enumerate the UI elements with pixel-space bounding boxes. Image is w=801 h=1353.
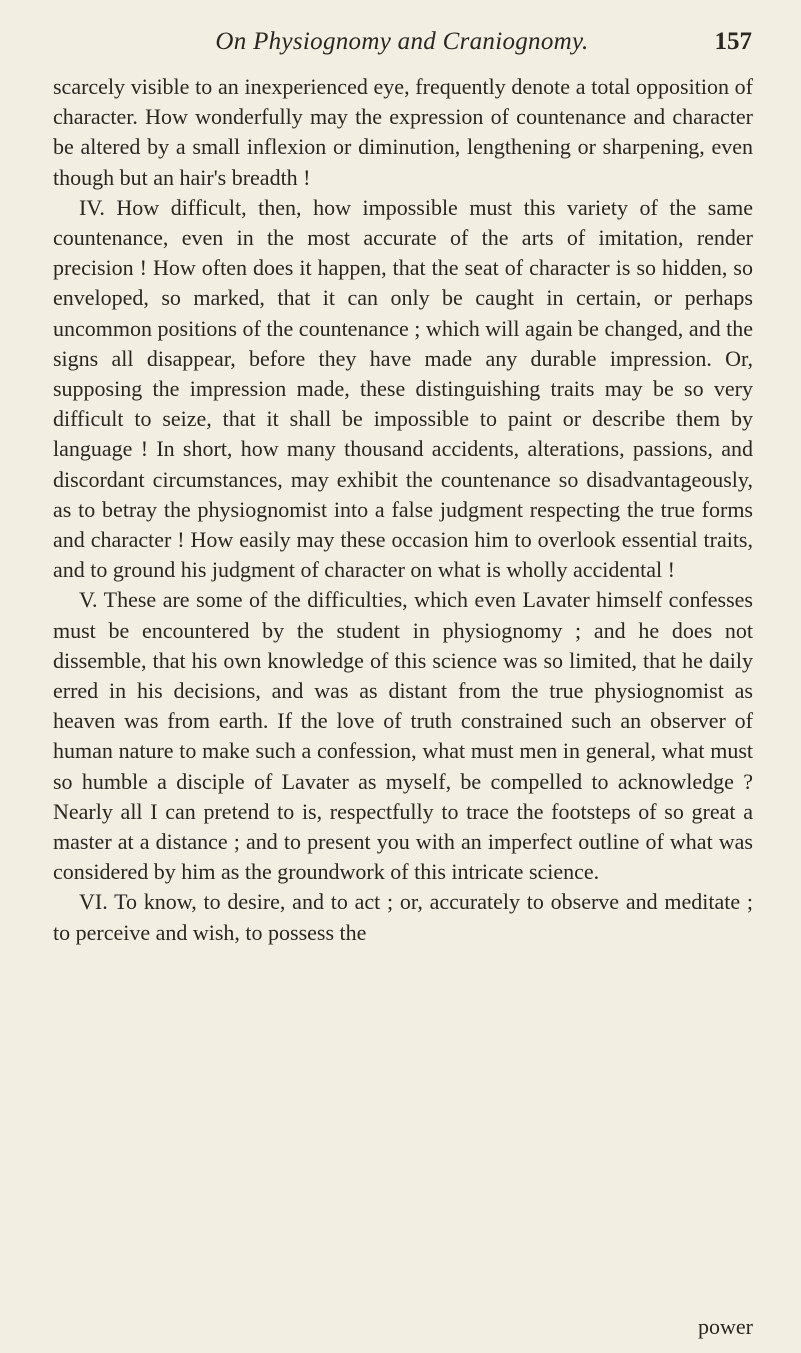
running-head	[52, 28, 752, 64]
catchword: power	[698, 1314, 753, 1339]
paragraph-continuation: scarcely visible to an inexperienced eye, frequently denote a total opposition of character. How wonderfully may the expression of countenance and character be altered by a small inflexion or diminution, lengthening or sharpening, even though but an hair's breadth !	[53, 74, 753, 190]
paragraph-iv: IV. How difficult, then, how impossible must this variety of the same countenance, even in the most accurate of the arts of imitation, render precision ! How often does it happen, that the seat of character is so hidden, so enveloped, so marked, that it can only be caught in certain, or perhaps uncommon positions of the countenance ; which will again be changed, and the signs all disappear, before they have made any durable impression. Or, supposing the impression made, these distinguishing traits may be so very difficult to seize, that it shall be impossible to paint or describe them by language ! In short, how many thousand accidents, alterations, passions, and discordant circumstances, may exhibit the countenance so disadvantageously, as to betray the physiognomist into a false judgment respecting the true forms and character ! How easily may these occasion him to overlook essential traits, and to ground his judgment of character on what is wholly accidental !	[53, 194, 753, 583]
running-title: On Physiognomy and Craniognomy.	[215, 28, 589, 55]
page-number: 157	[714, 28, 752, 55]
body-text	[53, 72, 753, 948]
paragraph-vi: VI. To know, to desire, and to act ; or, accurately to observe and meditate ; to perceive and wish, to possess the	[53, 889, 753, 945]
paragraph-v: V. These are some of the difficulties, which even Lavater himself confesses must be encountered by the student in physiognomy ; and he does not dissemble, that his own knowledge of this science was so limited, that he daily erred in his decisions, and was as distant from the true physiognomist as heaven was from earth. If the love of truth constrained such an observer of human nature to make such a confession, what must men in general, what must so humble a disciple of Lavater as myself, be compelled to acknowledge ? Nearly all I can pretend to is, respectfully to trace the footsteps of so great a master at a distance ; and to present you with an imperfect outline of what was considered by him as the groundwork of this intricate science.	[53, 587, 753, 885]
